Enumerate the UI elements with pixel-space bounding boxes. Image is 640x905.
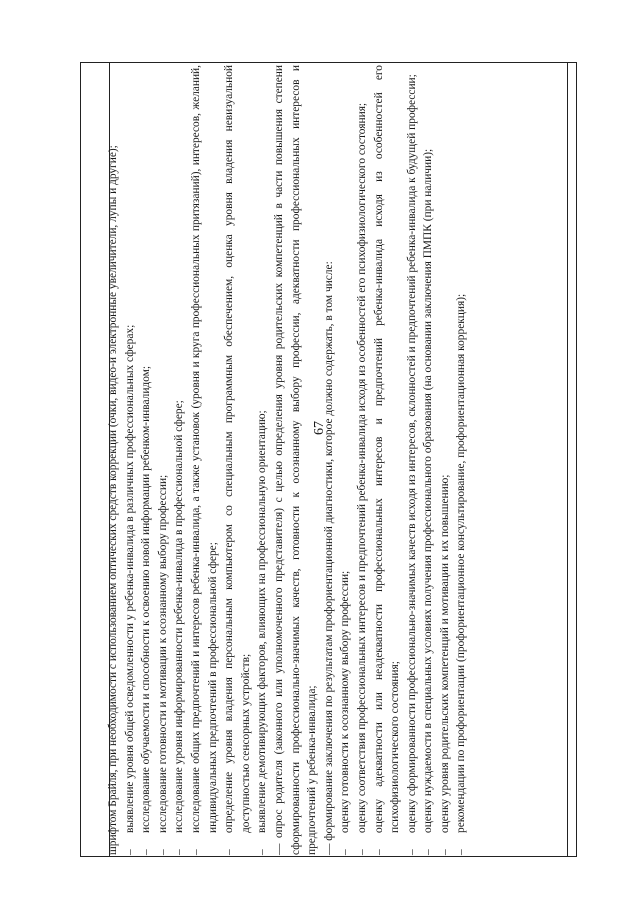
list-item: – оценку готовности к осознанному выбору профессии; xyxy=(339,570,352,855)
intro-paragraph: шрифтом Брайля, при необходимости с использованием оптических средств коррекции (очки, видео-и электронные увеличители, лупы и другие); xyxy=(107,145,119,855)
list-item: – оценку сформированности профессионально-значимых качеств исходя из интересов, склонностей и предпочтений ребенка-инвалида к будущей профессии; xyxy=(405,74,418,855)
list-item: – определение уровня владения персональным компьютером со специальным программным обеспечением, оценка уровня владения невизуальной доступностью сенсорных устройств; xyxy=(223,65,252,855)
list-item: – оценку соответствия профессиональных интересов и предпочтений ребенка-инвалида исходя из особенностей его психофизиологического состояния; xyxy=(355,102,368,855)
list-item: – выявление демотивирующих факторов, влияющих на профессиональную ориентацию; xyxy=(256,410,269,855)
parent-survey-paragraph: — опрос родителя (законного или уполномоченного представителя) с целью определения уровня родительских компетенций в части повышения степени сформированности профессионально-значимых качеств, готовности к осознанному выбору профессии, адекватности профессиональных интересов и предпочтений у ребенка-инвалида; xyxy=(272,65,319,855)
list-item: – оценку нуждаемости в специальных условиях получения профессионального образования (на основании заключения ПМПК (при наличии); xyxy=(422,148,435,855)
list-item: – оценку уровня родительских компетенций и мотивации к их повышению; xyxy=(438,474,451,855)
list-item: – исследование уровня информированности ребенка-инвалида в профессиональной сфере; xyxy=(173,400,186,855)
list-item: – оценку адекватности или неадекватности профессиональных интересов и предпочтений ребенка-инвалида исходя из особенностей его психофизиологического состояния; xyxy=(372,65,402,855)
list-item: – исследование готовности и мотивации к осознанному выбору профессии; xyxy=(156,474,169,855)
list-item: – исследование общих предпочтений и интересов ребенка-инвалида, а также установок (уровня и круга профессиональных притязаний), интересов, желаний, индивидуальных предпочтений в профессиональной сфере; xyxy=(189,65,219,855)
conclusion-paragraph: — формирование заключения по результатам профориентационной диагностики, которое должно содержать, в том числе: xyxy=(322,261,335,855)
list-item: – выявление уровня общей осведомленности у ребенка-инвалида в различных профессиональных сферах; xyxy=(123,324,136,855)
rotated-text-content xyxy=(105,65,575,855)
list-item: – рекомендации по профориентации (профориентационное консультирование, профориентационная коррекция); xyxy=(455,293,468,855)
list-item: – исследование обучаемости и способности к освоению новой информации ребенком-инвалидом; xyxy=(140,365,153,855)
page-number: 67 xyxy=(312,421,327,435)
